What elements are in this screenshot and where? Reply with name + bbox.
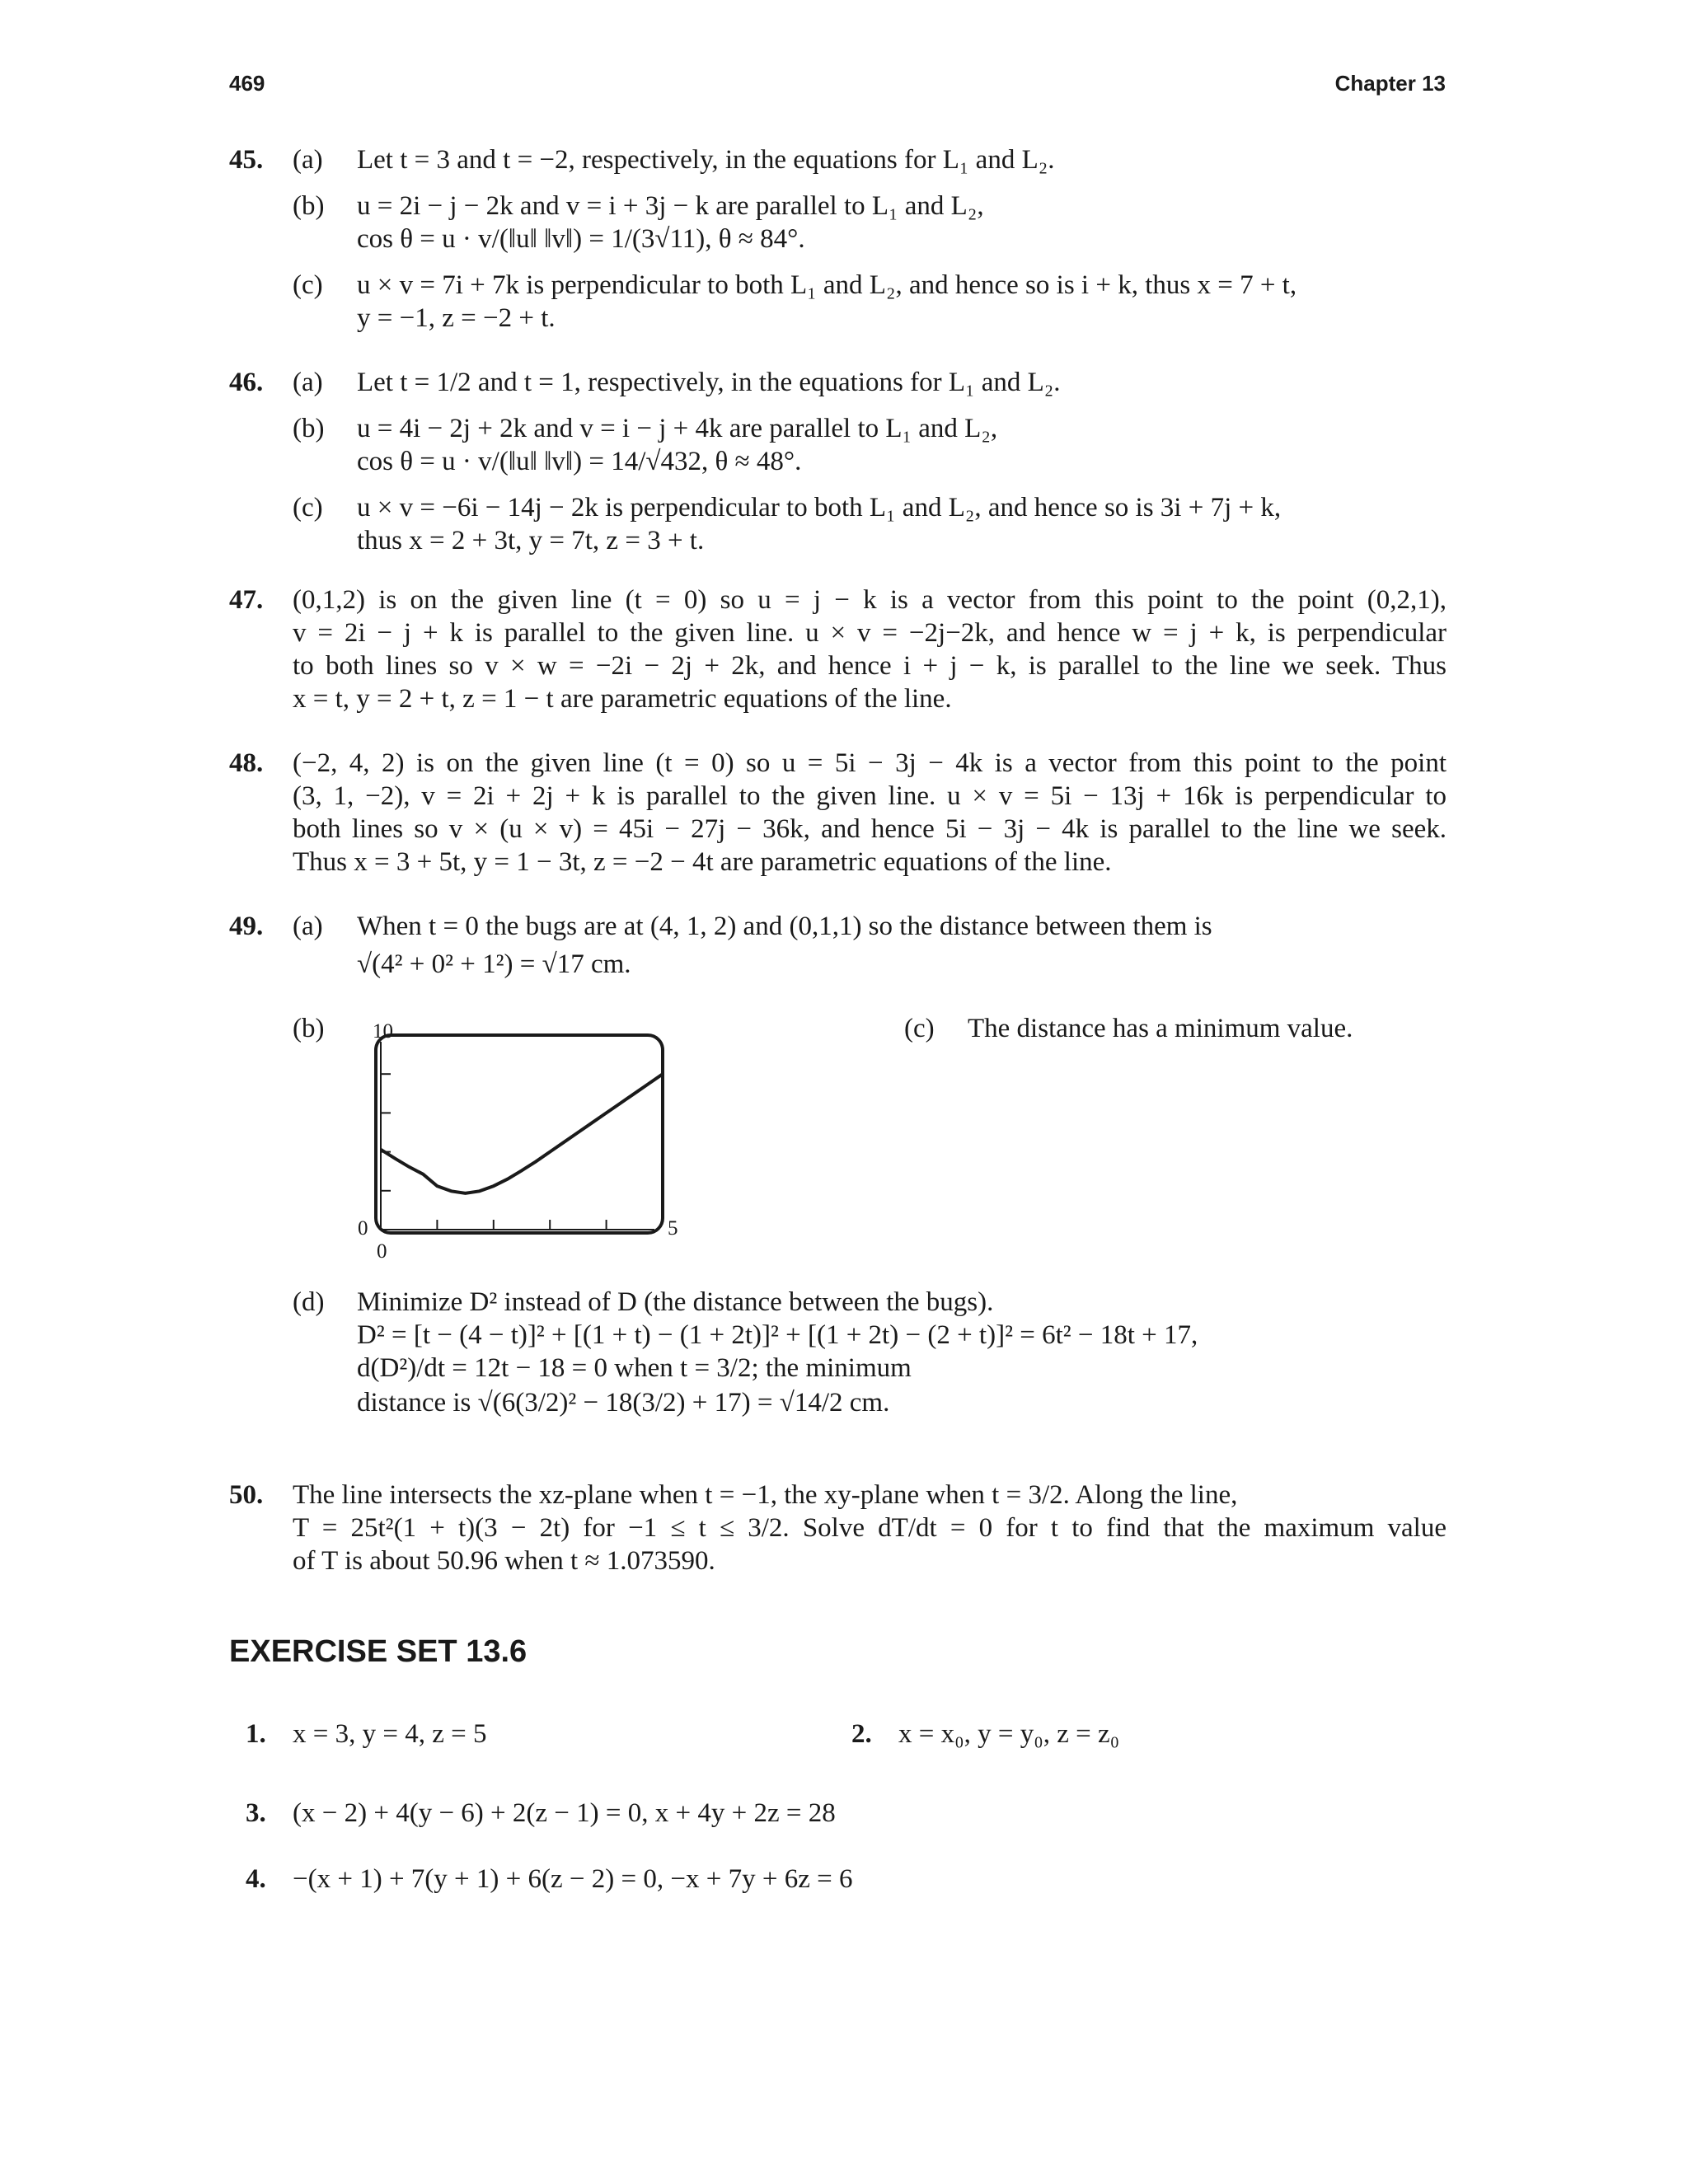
x-tick-label-right: 5 (668, 1217, 678, 1240)
problem-50 (229, 1479, 1449, 1586)
part-label: (d) (293, 1287, 325, 1317)
series-line (381, 1074, 663, 1193)
problem-number: 46. (229, 368, 264, 397)
part-label: (a) (293, 368, 323, 397)
part-label: (b) (293, 191, 325, 221)
exercise-answer: −(x + 1) + 7(y + 1) + 6(z − 2) = 0, −x + 7y + 6z = 6 (293, 1864, 853, 1894)
part-a-line: When t = 0 the bugs are at (4, 1, 2) and (0,1,1) so the distance between them is (357, 912, 1212, 941)
exercise-number: 3. (246, 1798, 266, 1828)
part-c-line: u × v = −6i − 14j − 2k is perpendicular to both L₁ and L₂, and hence so is 3i + 7j + k, (357, 493, 1282, 523)
paragraph-line: (3, 1, −2), v = 2i + 2j + k is parallel to the given line. u × v = 5i − 13j + 16k is perpendicular to (293, 781, 1447, 811)
part-b-line: cos θ = u · v/(‖u‖ ‖v‖) = 1/(3√11), θ ≈ 84°. (357, 224, 805, 254)
part-d-line: d(D²)/dt = 12t − 18 = 0 when t = 3/2; the minimum (357, 1353, 912, 1383)
exercise-number: 1. (246, 1719, 266, 1749)
part-a-text: Let t = 1/2 and t = 1, respectively, in the equations for L₁ and L₂. (357, 368, 1061, 397)
chapter-title: Chapter 13 (1334, 71, 1446, 96)
axes (381, 1042, 654, 1230)
problem-48 (229, 747, 1449, 887)
part-label: (a) (293, 145, 323, 175)
problem-number: 48. (229, 748, 264, 778)
y-tick-label-top: 10 (373, 1020, 393, 1043)
paragraph-line: x = t, y = 2 + t, z = 1 − t are parametric equations of the line. (293, 684, 952, 714)
paragraph-line: both lines so v × (u × v) = 45i − 27j − 36k, and hence 5i − 3j − 4k is parallel to the line we seek. (293, 814, 1447, 844)
plot-frame (376, 1035, 663, 1233)
paragraph-line: to both lines so v × w = −2i − 2j + 2k, and hence i + j − k, is parallel to the line we seek. Thus (293, 651, 1447, 681)
part-c-line: y = −1, z = −2 + t. (357, 303, 556, 333)
problem-47 (229, 583, 1449, 724)
part-label: (a) (293, 912, 323, 941)
exercise-number: 2. (851, 1719, 872, 1749)
part-b-line: cos θ = u · v/(‖u‖ ‖v‖) = 14/√432, θ ≈ 48°. (357, 447, 802, 476)
distance-graph (356, 1014, 686, 1261)
part-d-line: distance is √(6(3/2)² − 18(3/2) + 17) = √14/2 cm. (357, 1388, 890, 1418)
exercise-answer: (x − 2) + 4(y − 6) + 2(z − 1) = 0, x + 4y + 2z = 28 (293, 1798, 836, 1828)
problem-number: 47. (229, 585, 264, 615)
part-label: (b) (293, 414, 325, 443)
problem-number: 49. (229, 912, 264, 941)
part-c-text: The distance has a minimum value. (968, 1014, 1353, 1043)
page-number: 469 (229, 71, 265, 96)
problem-45 (229, 143, 1449, 333)
part-b-line: u = 4i − 2j + 2k and v = i − j + 4k are parallel to L₁ and L₂, (357, 414, 998, 443)
exercise-4 (229, 1863, 1449, 1904)
paragraph-line: (0,1,2) is on the given line (t = 0) so u = j − k is a vector from this point to the point (0,2,1), (293, 585, 1447, 615)
paragraph-line: T = 25t²(1 + t)(3 − 2t) for −1 ≤ t ≤ 3/2. Solve dT/dt = 0 for t to find that the maximum value (293, 1513, 1447, 1543)
paragraph-line: The line intersects the xz-plane when t = −1, the xy-plane when t = 3/2. Along the line, (293, 1480, 1238, 1510)
exercise-number: 4. (246, 1864, 266, 1894)
paragraph-line: of T is about 50.96 when t ≈ 1.073590. (293, 1546, 715, 1576)
x-tick-label-left: 0 (377, 1240, 387, 1261)
problem-number: 50. (229, 1480, 264, 1510)
part-label: (c) (293, 493, 323, 523)
problem-number: 45. (229, 145, 264, 175)
part-c-line: u × v = 7i + 7k is perpendicular to both L₁ and L₂, and hence so is i + k, thus x = 7 + t, (357, 270, 1297, 300)
part-a-line: √(4² + 0² + 1²) = √17 cm. (357, 949, 631, 979)
part-a-text: Let t = 3 and t = −2, respectively, in the equations for L₁ and L₂. (357, 145, 1055, 175)
exercise-1 (229, 1718, 1449, 1767)
part-label: (c) (293, 270, 323, 300)
part-d-line: D² = [t − (4 − t)]² + [(1 + t) − (1 + 2t)]² + [(1 + 2t) − (2 + t)]² = 6t² − 18t + 17, (357, 1320, 1198, 1350)
exercise-answer: x = x₀, y = y₀, z = z₀ (898, 1719, 1120, 1749)
paragraph-line: v = 2i − j + k is parallel to the given line. u × v = −2j−2k, and hence w = j + k, is perpendicular (293, 618, 1447, 648)
paragraph-line: Thus x = 3 + 5t, y = 1 − 3t, z = −2 − 4t are parametric equations of the line. (293, 847, 1112, 877)
part-label: (b) (293, 1014, 325, 1043)
exercise-3 (229, 1797, 1449, 1838)
part-b-line: u = 2i − j − 2k and v = i + 3j − k are parallel to L₁ and L₂, (357, 191, 984, 221)
part-label: (c) (904, 1014, 935, 1043)
exercise-answer: x = 3, y = 4, z = 5 (293, 1719, 487, 1749)
y-tick-label-bottom: 0 (358, 1217, 368, 1240)
part-d-line: Minimize D² instead of D (the distance between the bugs). (357, 1287, 994, 1317)
paragraph-line: (−2, 4, 2) is on the given line (t = 0) so u = 5i − 3j − 4k is a vector from this point to the point (293, 748, 1447, 778)
part-c-line: thus x = 2 + 3t, y = 7t, z = 3 + t. (357, 526, 705, 555)
problem-46 (229, 366, 1449, 555)
section-title: EXERCISE SET 13.6 (229, 1634, 528, 1669)
